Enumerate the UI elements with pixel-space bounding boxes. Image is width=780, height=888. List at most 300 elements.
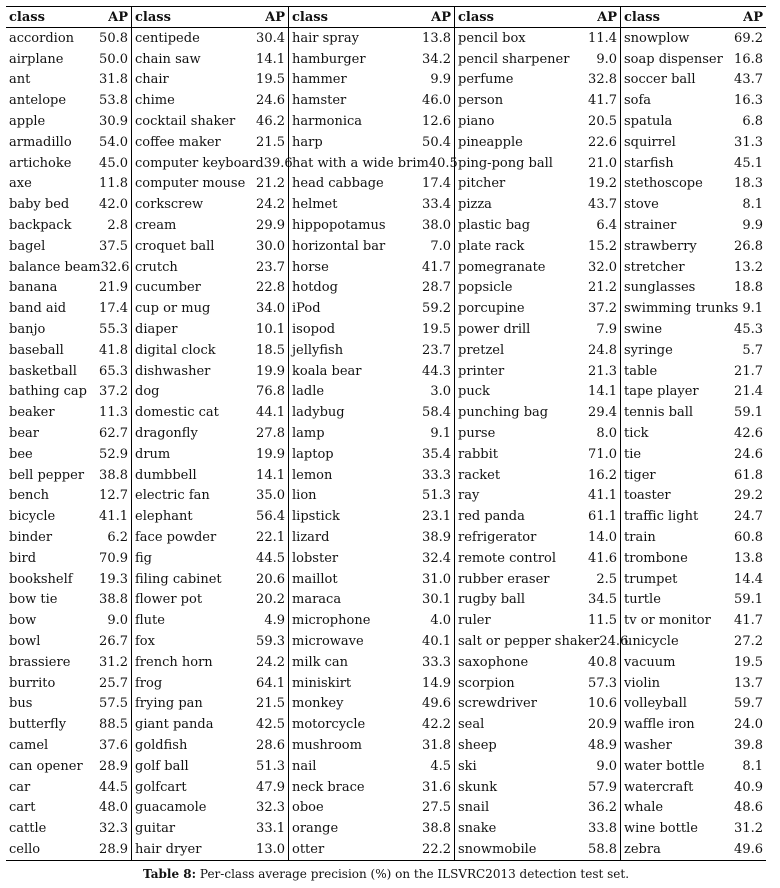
class-name: orange bbox=[292, 821, 339, 837]
table-row bbox=[6, 756, 131, 777]
ap-value: 31.8 bbox=[422, 737, 451, 753]
class-name: monkey bbox=[292, 696, 344, 712]
table-row bbox=[289, 361, 454, 382]
class-name: helmet bbox=[292, 197, 338, 213]
class-name: zebra bbox=[624, 841, 661, 857]
table-row bbox=[132, 777, 288, 798]
class-name: train bbox=[624, 530, 656, 546]
class-name: filing cabinet bbox=[135, 571, 222, 587]
class-name: racket bbox=[458, 467, 501, 483]
header-class: class bbox=[135, 9, 171, 25]
table-row bbox=[455, 756, 620, 777]
class-name: diaper bbox=[135, 322, 178, 338]
ap-value: 40.5 bbox=[428, 155, 458, 171]
ap-value: 24.8 bbox=[588, 342, 617, 358]
class-name: red panda bbox=[458, 509, 525, 525]
class-name: fig bbox=[135, 550, 152, 566]
table-column bbox=[131, 7, 293, 860]
class-name: cup or mug bbox=[135, 301, 211, 317]
class-name: baby bed bbox=[9, 197, 70, 213]
ap-value: 16.8 bbox=[734, 51, 763, 67]
class-name: koala bear bbox=[292, 363, 362, 379]
class-name: pencil sharpener bbox=[458, 51, 570, 67]
ap-value: 44.5 bbox=[99, 779, 128, 795]
class-name: can opener bbox=[9, 758, 83, 774]
ap-value: 55.3 bbox=[99, 322, 128, 338]
table-row bbox=[6, 236, 131, 257]
class-name: fox bbox=[135, 634, 155, 649]
column-header bbox=[132, 7, 288, 28]
ap-value: 21.3 bbox=[588, 363, 617, 379]
ap-value: 59.3 bbox=[256, 634, 285, 649]
class-name: cucumber bbox=[135, 280, 201, 296]
header-class: class bbox=[458, 9, 494, 25]
ap-value: 25.7 bbox=[99, 675, 128, 691]
class-name: perfume bbox=[458, 72, 514, 88]
table-row bbox=[455, 777, 620, 798]
ap-value: 31.0 bbox=[422, 571, 451, 587]
class-name: burrito bbox=[9, 675, 56, 691]
table-row bbox=[621, 236, 766, 257]
ap-value: 31.6 bbox=[422, 779, 451, 795]
table-row bbox=[621, 340, 766, 361]
ap-value: 21.7 bbox=[734, 363, 763, 379]
ap-value: 12.7 bbox=[99, 488, 128, 504]
table-row bbox=[455, 361, 620, 382]
class-name: croquet ball bbox=[135, 238, 215, 254]
ap-value: 28.6 bbox=[256, 737, 285, 753]
table-row bbox=[289, 153, 458, 174]
table-row bbox=[6, 278, 131, 299]
table-row bbox=[455, 631, 629, 652]
ap-value: 6.2 bbox=[107, 530, 128, 546]
class-name: pizza bbox=[458, 197, 492, 213]
table-row bbox=[289, 194, 454, 215]
table-row bbox=[621, 506, 766, 527]
ap-value: 32.0 bbox=[588, 259, 617, 275]
class-name: ladybug bbox=[292, 405, 345, 421]
ap-value: 59.1 bbox=[734, 405, 763, 421]
table-row bbox=[455, 797, 620, 818]
class-name: plate rack bbox=[458, 238, 525, 254]
ap-value: 11.5 bbox=[588, 613, 617, 629]
table-row bbox=[621, 631, 766, 652]
table-row bbox=[621, 590, 766, 611]
table-row bbox=[455, 423, 620, 444]
class-name: harp bbox=[292, 134, 323, 150]
ap-value: 42.5 bbox=[256, 717, 285, 733]
ap-value: 29.4 bbox=[588, 405, 617, 421]
class-name: stove bbox=[624, 197, 659, 213]
table-row bbox=[621, 28, 766, 49]
table-row bbox=[6, 319, 131, 340]
ap-value: 41.1 bbox=[588, 488, 617, 504]
ap-value: 6.4 bbox=[596, 218, 617, 234]
class-name: harmonica bbox=[292, 114, 363, 130]
table-row bbox=[289, 402, 454, 423]
class-name: baseball bbox=[9, 342, 64, 358]
column-header bbox=[289, 7, 454, 28]
class-name: bear bbox=[9, 426, 39, 442]
ap-value: 32.4 bbox=[422, 550, 451, 566]
ap-value: 42.0 bbox=[99, 197, 128, 213]
class-name: milk can bbox=[292, 654, 349, 670]
class-name: lamp bbox=[292, 426, 325, 442]
table-row bbox=[132, 548, 288, 569]
ap-value: 51.3 bbox=[422, 488, 451, 504]
class-name: domestic cat bbox=[135, 405, 219, 421]
table-row bbox=[132, 174, 288, 195]
table-row bbox=[132, 673, 288, 694]
ap-value: 47.9 bbox=[256, 779, 285, 795]
class-name: water bottle bbox=[624, 758, 705, 774]
table-row bbox=[132, 49, 288, 70]
class-name: frying pan bbox=[135, 696, 203, 712]
ap-value: 57.5 bbox=[99, 696, 128, 712]
class-name: rubber eraser bbox=[458, 571, 550, 587]
ap-value: 11.8 bbox=[99, 176, 128, 192]
table-row bbox=[621, 839, 766, 860]
ap-value: 71.0 bbox=[588, 446, 617, 462]
ap-value: 26.8 bbox=[734, 238, 763, 254]
class-name: accordion bbox=[9, 30, 75, 46]
ap-value: 22.8 bbox=[256, 280, 285, 296]
class-name: lion bbox=[292, 488, 317, 504]
class-name: isopod bbox=[292, 322, 336, 338]
table-row bbox=[455, 278, 620, 299]
table-row bbox=[455, 444, 620, 465]
class-name: screwdriver bbox=[458, 696, 537, 712]
table-row bbox=[455, 402, 620, 423]
table-row bbox=[6, 797, 131, 818]
class-name: brassiere bbox=[9, 654, 71, 670]
table-row bbox=[132, 340, 288, 361]
ap-value: 59.7 bbox=[734, 696, 763, 712]
class-name: golfcart bbox=[135, 779, 187, 795]
table-column bbox=[454, 7, 629, 860]
ap-value: 14.1 bbox=[256, 51, 285, 67]
ap-value: 32.3 bbox=[256, 800, 285, 816]
ap-value: 19.5 bbox=[256, 72, 285, 88]
class-name: butterfly bbox=[9, 717, 67, 733]
column-header bbox=[6, 7, 131, 28]
ap-value: 16.2 bbox=[588, 467, 617, 483]
ap-value: 27.8 bbox=[256, 426, 285, 442]
table-row bbox=[455, 215, 620, 236]
class-name: dog bbox=[135, 384, 160, 400]
class-name: cart bbox=[9, 800, 36, 816]
class-name: lipstick bbox=[292, 509, 340, 525]
ap-value: 20.2 bbox=[256, 592, 285, 608]
class-name: piano bbox=[458, 114, 495, 130]
ap-value: 31.2 bbox=[734, 821, 763, 837]
ap-value: 41.8 bbox=[99, 342, 128, 358]
class-name: flute bbox=[135, 613, 165, 629]
table-row bbox=[455, 486, 620, 507]
table-row bbox=[455, 236, 620, 257]
table-row bbox=[6, 298, 131, 319]
class-name: motorcycle bbox=[292, 717, 366, 733]
table-row bbox=[621, 423, 766, 444]
class-name: printer bbox=[458, 363, 505, 379]
table-row bbox=[6, 714, 131, 735]
class-name: cattle bbox=[9, 821, 47, 837]
ap-value: 26.7 bbox=[99, 634, 128, 649]
ap-value: 52.9 bbox=[99, 446, 128, 462]
class-name: tv or monitor bbox=[624, 613, 711, 629]
class-name: frog bbox=[135, 675, 163, 691]
class-name: ant bbox=[9, 72, 31, 88]
table-row bbox=[132, 423, 288, 444]
table-row bbox=[6, 486, 131, 507]
ap-value: 38.9 bbox=[422, 530, 451, 546]
ap-value: 45.3 bbox=[734, 322, 763, 338]
class-name: toaster bbox=[624, 488, 671, 504]
class-name: ping-pong ball bbox=[458, 155, 553, 171]
table-row bbox=[621, 132, 766, 153]
class-name: tiger bbox=[624, 467, 656, 483]
class-name: snake bbox=[458, 821, 497, 837]
ap-value: 24.6 bbox=[256, 93, 285, 109]
class-name: watercraft bbox=[624, 779, 694, 795]
ap-value: 21.2 bbox=[588, 280, 617, 296]
ap-value: 37.6 bbox=[99, 737, 128, 753]
table-row bbox=[132, 90, 288, 111]
class-name: syringe bbox=[624, 342, 673, 358]
ap-value: 24.6 bbox=[734, 446, 763, 462]
table-row bbox=[6, 548, 131, 569]
table-row bbox=[6, 215, 131, 236]
ap-value: 18.3 bbox=[734, 176, 763, 192]
class-name: tick bbox=[624, 426, 649, 442]
ap-value: 19.5 bbox=[422, 322, 451, 338]
ap-value: 36.2 bbox=[588, 800, 617, 816]
ap-value: 41.7 bbox=[588, 93, 617, 109]
table-row bbox=[621, 694, 766, 715]
ap-value: 33.4 bbox=[422, 197, 451, 213]
class-name: bookshelf bbox=[9, 571, 73, 587]
class-name: refrigerator bbox=[458, 530, 537, 546]
class-name: salt or pepper shaker bbox=[458, 634, 600, 649]
ap-value: 41.6 bbox=[588, 550, 617, 566]
table-row bbox=[621, 49, 766, 70]
ap-value: 3.0 bbox=[430, 384, 451, 400]
class-name: stretcher bbox=[624, 259, 685, 275]
class-name: dragonfly bbox=[135, 426, 198, 442]
class-name: artichoke bbox=[9, 155, 72, 171]
class-name: swimming trunks bbox=[624, 301, 739, 317]
table-row bbox=[289, 423, 454, 444]
table-row bbox=[621, 777, 766, 798]
table-row bbox=[132, 70, 288, 91]
table-row bbox=[289, 610, 454, 631]
table-row bbox=[455, 714, 620, 735]
class-name: flower pot bbox=[135, 592, 203, 608]
ap-value: 8.1 bbox=[742, 197, 763, 213]
table-row bbox=[132, 215, 288, 236]
table-row bbox=[132, 506, 288, 527]
ap-value: 49.6 bbox=[734, 841, 763, 857]
ap-value: 13.2 bbox=[734, 259, 763, 275]
column-header bbox=[621, 7, 766, 28]
ap-value: 9.1 bbox=[742, 301, 763, 317]
table-row bbox=[6, 569, 131, 590]
ap-value: 14.1 bbox=[256, 467, 285, 483]
table-row bbox=[289, 111, 454, 132]
class-name: apple bbox=[9, 114, 46, 130]
ap-value: 30.1 bbox=[422, 592, 451, 608]
table-row bbox=[289, 839, 454, 860]
ap-value: 53.8 bbox=[99, 93, 128, 109]
class-name: scorpion bbox=[458, 675, 515, 691]
class-name: giant panda bbox=[135, 717, 214, 733]
ap-value: 76.8 bbox=[256, 384, 285, 400]
class-name: banana bbox=[9, 280, 58, 296]
class-name: rugby ball bbox=[458, 592, 526, 608]
ap-value: 8.1 bbox=[742, 758, 763, 774]
class-name: neck brace bbox=[292, 779, 365, 795]
table-row bbox=[132, 735, 288, 756]
ap-value: 51.3 bbox=[256, 758, 285, 774]
table-row bbox=[455, 28, 620, 49]
table-row bbox=[455, 735, 620, 756]
table-row bbox=[6, 257, 131, 278]
class-name: sunglasses bbox=[624, 280, 696, 296]
ap-value: 35.0 bbox=[256, 488, 285, 504]
class-name: drum bbox=[135, 446, 171, 462]
table-row bbox=[6, 28, 131, 49]
class-name: iPod bbox=[292, 301, 321, 317]
table-caption bbox=[6, 867, 766, 881]
ap-value: 2.5 bbox=[596, 571, 617, 587]
ap-value: 4.9 bbox=[264, 613, 285, 629]
table-row bbox=[621, 382, 766, 403]
table-row bbox=[455, 694, 620, 715]
ap-value: 40.1 bbox=[422, 634, 451, 649]
ap-value: 23.7 bbox=[422, 342, 451, 358]
class-name: tie bbox=[624, 446, 642, 462]
class-name: bow tie bbox=[9, 592, 58, 608]
class-name: lemon bbox=[292, 467, 333, 483]
class-name: traffic light bbox=[624, 509, 699, 525]
header-ap: AP bbox=[743, 9, 763, 25]
class-name: hamster bbox=[292, 93, 347, 109]
table-row bbox=[6, 90, 131, 111]
ap-value: 28.7 bbox=[422, 280, 451, 296]
ap-value: 9.0 bbox=[596, 758, 617, 774]
class-name: whale bbox=[624, 800, 664, 816]
ap-value: 24.2 bbox=[256, 197, 285, 213]
class-name: ladle bbox=[292, 384, 325, 400]
ap-value: 21.9 bbox=[99, 280, 128, 296]
class-name: skunk bbox=[458, 779, 498, 795]
table-row bbox=[621, 194, 766, 215]
class-name: plastic bag bbox=[458, 218, 531, 234]
ap-value: 61.8 bbox=[734, 467, 763, 483]
table-row bbox=[455, 90, 620, 111]
table-row bbox=[289, 486, 454, 507]
ap-value: 19.9 bbox=[256, 446, 285, 462]
ap-value: 58.4 bbox=[422, 405, 451, 421]
table-row bbox=[621, 153, 766, 174]
table-row bbox=[132, 28, 288, 49]
table-row bbox=[621, 402, 766, 423]
class-name: power drill bbox=[458, 322, 531, 338]
ap-value: 11.4 bbox=[588, 30, 617, 46]
table-row bbox=[621, 797, 766, 818]
table-row bbox=[6, 506, 131, 527]
class-name: crutch bbox=[135, 259, 178, 275]
class-name: hippopotamus bbox=[292, 218, 386, 234]
ap-value: 62.7 bbox=[99, 426, 128, 442]
ap-value: 33.8 bbox=[588, 821, 617, 837]
class-name: popsicle bbox=[458, 280, 513, 296]
table-row bbox=[621, 610, 766, 631]
table-row bbox=[6, 132, 131, 153]
table-row bbox=[6, 402, 131, 423]
table-row bbox=[132, 194, 288, 215]
ap-value: 19.2 bbox=[588, 176, 617, 192]
table-row bbox=[132, 839, 288, 860]
class-name: table bbox=[624, 363, 658, 379]
class-name: saxophone bbox=[458, 654, 529, 670]
table-row bbox=[132, 694, 288, 715]
ap-value: 46.2 bbox=[256, 114, 285, 130]
header-class: class bbox=[624, 9, 660, 25]
class-name: pencil box bbox=[458, 30, 526, 46]
class-name: bee bbox=[9, 446, 33, 462]
table-row bbox=[621, 111, 766, 132]
ap-value: 30.9 bbox=[99, 114, 128, 130]
ap-value: 13.8 bbox=[422, 30, 451, 46]
ap-value: 40.8 bbox=[588, 654, 617, 670]
class-name: snail bbox=[458, 800, 490, 816]
table-row bbox=[455, 818, 620, 839]
table-row bbox=[289, 777, 454, 798]
ap-value: 37.2 bbox=[99, 384, 128, 400]
ap-value: 18.8 bbox=[734, 280, 763, 296]
class-name: bird bbox=[9, 550, 37, 566]
class-name: bell pepper bbox=[9, 467, 85, 483]
class-name: hair spray bbox=[292, 30, 359, 46]
class-name: chime bbox=[135, 93, 175, 109]
ap-value: 50.8 bbox=[99, 30, 128, 46]
ap-value: 43.7 bbox=[734, 72, 763, 88]
table-row bbox=[455, 610, 620, 631]
class-name: golf ball bbox=[135, 758, 189, 774]
table-row bbox=[6, 382, 131, 403]
table-figure bbox=[6, 6, 766, 881]
class-name: chair bbox=[135, 72, 169, 88]
ap-value: 2.8 bbox=[107, 218, 128, 234]
ap-value: 31.2 bbox=[99, 654, 128, 670]
class-name: maraca bbox=[292, 592, 342, 608]
class-name: unicycle bbox=[624, 634, 679, 649]
table-row bbox=[289, 527, 454, 548]
table-row bbox=[132, 444, 288, 465]
class-name: vacuum bbox=[624, 654, 676, 670]
table-column bbox=[620, 7, 766, 860]
class-name: microwave bbox=[292, 634, 364, 649]
class-name: binder bbox=[9, 530, 53, 546]
ap-value: 10.6 bbox=[588, 696, 617, 712]
ap-value: 59.1 bbox=[734, 592, 763, 608]
ap-value: 22.2 bbox=[422, 841, 451, 857]
ap-value: 33.1 bbox=[256, 821, 285, 837]
class-name: person bbox=[458, 93, 504, 109]
table-row bbox=[455, 465, 620, 486]
table-row bbox=[455, 652, 620, 673]
